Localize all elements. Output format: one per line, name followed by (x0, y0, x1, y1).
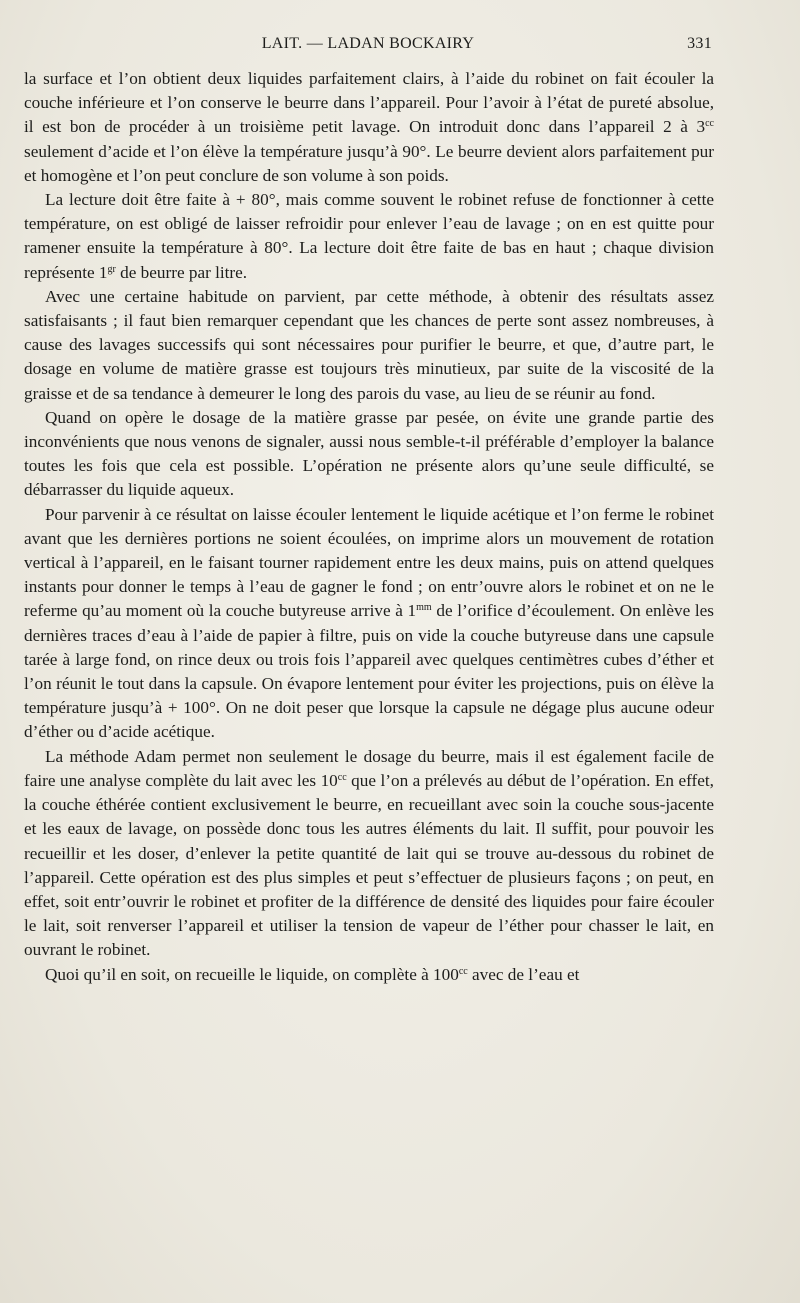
superscript-unit: cc (705, 118, 714, 130)
paragraph: Quoi qu’il en soit, on recueille le liquide, on complète à $100^{cc}$ avec de l’eau et (45, 964, 580, 984)
paragraph: Avec une certaine habitude on parvient, par cette méthode, à obtenir des résultats assez satisfaisants ; il faut bien remarquer cependant que les chances de perte sont assez nombreuses, à cause des lavages successifs qui sont nécessaires pour purifier le beurre, et que, d’autre part, le dosage en volume de matière grasse est toujours très minutieux, par suite de la viscosité de la graisse et de sa tendance à demeurer le long des parois du vase, au lieu de se réunir au fond. (24, 286, 714, 403)
superscript-unit: cc (337, 771, 347, 783)
paragraph: Pour parvenir à ce résultat on laisse écouler lentement le liquide acétique et l’on ferme le robinet avant que les dernières portions ne soient écoulées, on imprime alors un mouvement de rotation vertical à l’appareil, en le faisant tourner rapidement entre les deux mains, puis on attend quelques instants pour donner le temps à l’eau de gagner le fond ; on entr’ouvre alors le robinet et on ne le referme qu’au moment où la couche butyreuse arrive à $1^{mm}$ de l’orifice d’écoulement. On enlève les dernières traces d’eau à l’aide de papier à filtre, puis on vide la couche butyreuse dans une capsule tarée à large fond, on rince deux ou trois fois l’appareil avec quelques centimètres cubes d’éther et l’on réunit le tout dans la capsule. On évapore lentement pour éviter les projections, puis on élève la température jusqu’à + 100°. On ne doit peser que lorsque la capsule ne dégage plus aucune odeur d’éther ou d’acide acétique. (24, 504, 714, 742)
paragraph: La méthode Adam permet non seulement le dosage du beurre, mais il est également facile de faire une analyse complète du lait avec les $10^{cc}$ que l’on a prélevés au début de l’opération. En effet, la couche éthérée contient exclusivement le beurre, en recueillant avec soin la couche sous-jacente et les eaux de lavage, on possède donc tous les autres éléments du lait. Il suffit, pour pouvoir les recueillir et les doser, d’enlever la petite quantité de lait qui se trouve au-dessous du robinet de l’appareil. Cette opération est des plus simples et peut s’effectuer de plusieurs façons ; on peut, en effet, soit entr’ouvrir le robinet et profiter de la différence de densité des liquides pour faire écouler le lait, soit renverser l’appareil et utiliser la tension de vapeur de l’éther pour chasser le lait, en ouvrant le robinet. (24, 746, 714, 960)
superscript-unit: gr (107, 263, 116, 275)
superscript-unit: mm (416, 602, 432, 614)
paragraph: La lecture doit être faite à + 80°, mais comme souvent le robinet refuse de fonctionner à cette température, on est obligé de laisser refroidir pour enlever l’eau de lavage ; on en est quitte pour ramener ensuite la température à 80°. La lecture doit être faite de bas en haut ; chaque division représente $1^{gr}$ de beurre par litre. (24, 190, 714, 282)
superscript-unit: cc (458, 965, 468, 977)
paragraph-continued: la surface et l’on obtient deux liquides parfaitement clairs, à l’aide du robinet on fait écouler la couche inférieure et l’on conserve le beurre dans l’appareil. Pour l’avoir à l’état de pureté absolue, il est bon de procéder à un troisième petit lavage. On introduit donc dans l’appareil 2 à $3^{cc}$ seulement d’acide et l’on élève la température jusqu’à 90°. Le beurre devient alors parfaitement pur et homogène et l’on peut conclure de son volume à son poids. (24, 69, 714, 185)
page-number: 331 (687, 35, 712, 52)
page-header (24, 35, 712, 57)
running-title: LAIT. — LADAN BOCKAIRY (261, 35, 475, 52)
body-text (24, 67, 714, 987)
paragraph: Quand on opère le dosage de la matière grasse par pesée, on évite une grande partie des inconvénients que nous venons de signaler, aussi nous semble-t-il préférable d’employer la balance toutes les fois que cela est possible. L’opération ne présente alors qu’une seule difficulté, se débarrasser du liquide aqueux. (24, 407, 714, 500)
